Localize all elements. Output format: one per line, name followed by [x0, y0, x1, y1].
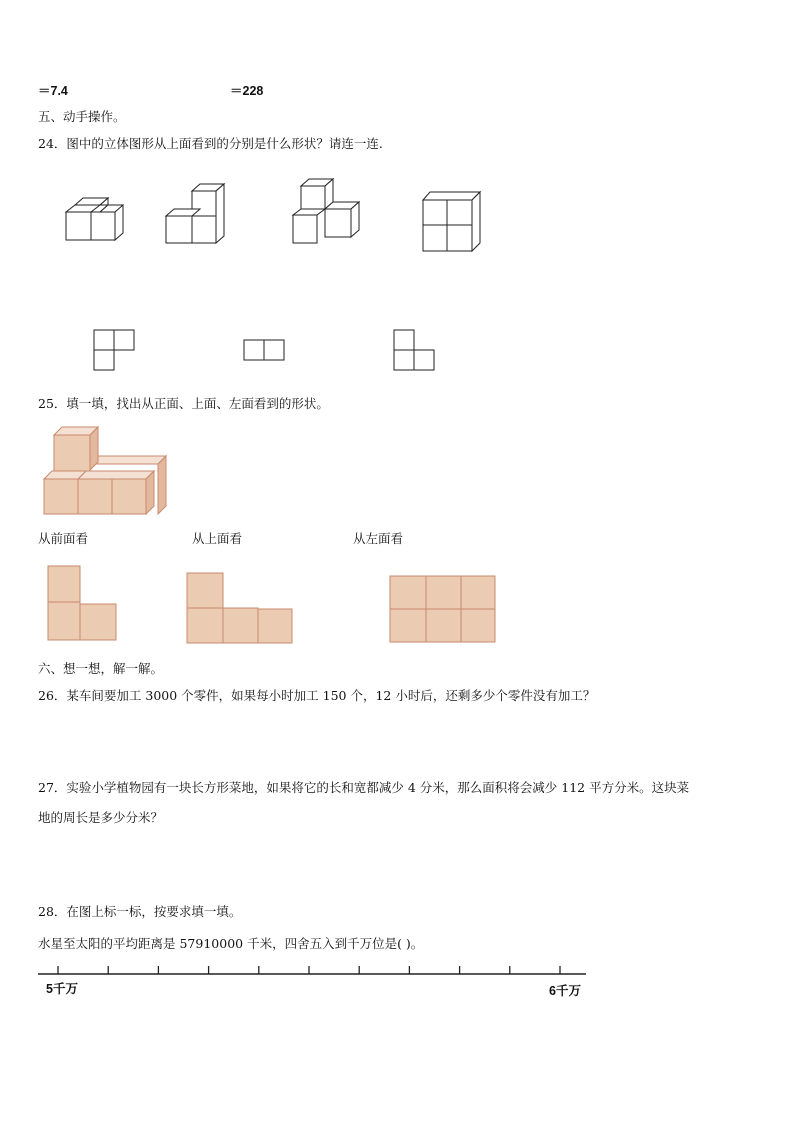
solid-figure-4: [415, 186, 485, 256]
section-5-heading: 五、动手操作。: [38, 109, 126, 124]
q25-text: 25．填一填，找出从正面、上面、左面看到的形状。: [38, 396, 329, 411]
top-view-shape-3: [393, 329, 438, 374]
front-view-shape: [47, 565, 119, 643]
result-right: ＝228: [230, 84, 264, 98]
left-view-answer-shape: [389, 575, 499, 645]
solid-figure-1: [60, 195, 130, 245]
q28-sentence: 水星至太阳的平均距离是 57910000 千米，四舍五入到千万位是( )。: [38, 936, 424, 951]
label-5-qianwan: 5千万: [46, 982, 78, 996]
q25-cube-solid: [42, 422, 172, 517]
top-view-shape-2: [243, 339, 288, 364]
solid-figure-2: [160, 180, 235, 245]
q24-text: 24．图中的立体图形从上面看到的分别是什么形状？请连一连.: [38, 136, 383, 151]
label-front-view: 从前面看: [38, 531, 89, 546]
label-left-view: 从左面看: [353, 531, 404, 546]
q27-line-2: 地的周长是多少分米？: [38, 810, 164, 825]
q28-text: 28．在图上标一标，按要求填一填。: [38, 904, 242, 919]
top-view-answer-shape: [186, 572, 296, 646]
q27-line-1: 27．实验小学植物园有一块长方形菜地，如果将它的长和宽都减少 4 分米，那么面积将会减少 112 平方分米。这块菜: [38, 780, 690, 795]
label-top-view: 从上面看: [192, 531, 243, 546]
section-6-heading: 六、想一想，解一解。: [38, 661, 164, 676]
solid-figure-3: [287, 175, 367, 250]
top-view-shape-1: [93, 329, 138, 374]
q26-text: 26．某车间要加工 3000 个零件，如果每小时加工 150 个，12 小时后，还剩多少个零件没有加工？: [38, 688, 596, 703]
result-left: ＝7.4: [38, 84, 68, 98]
number-line[interactable]: [36, 962, 592, 982]
label-6-qianwan: 6千万: [549, 984, 581, 998]
